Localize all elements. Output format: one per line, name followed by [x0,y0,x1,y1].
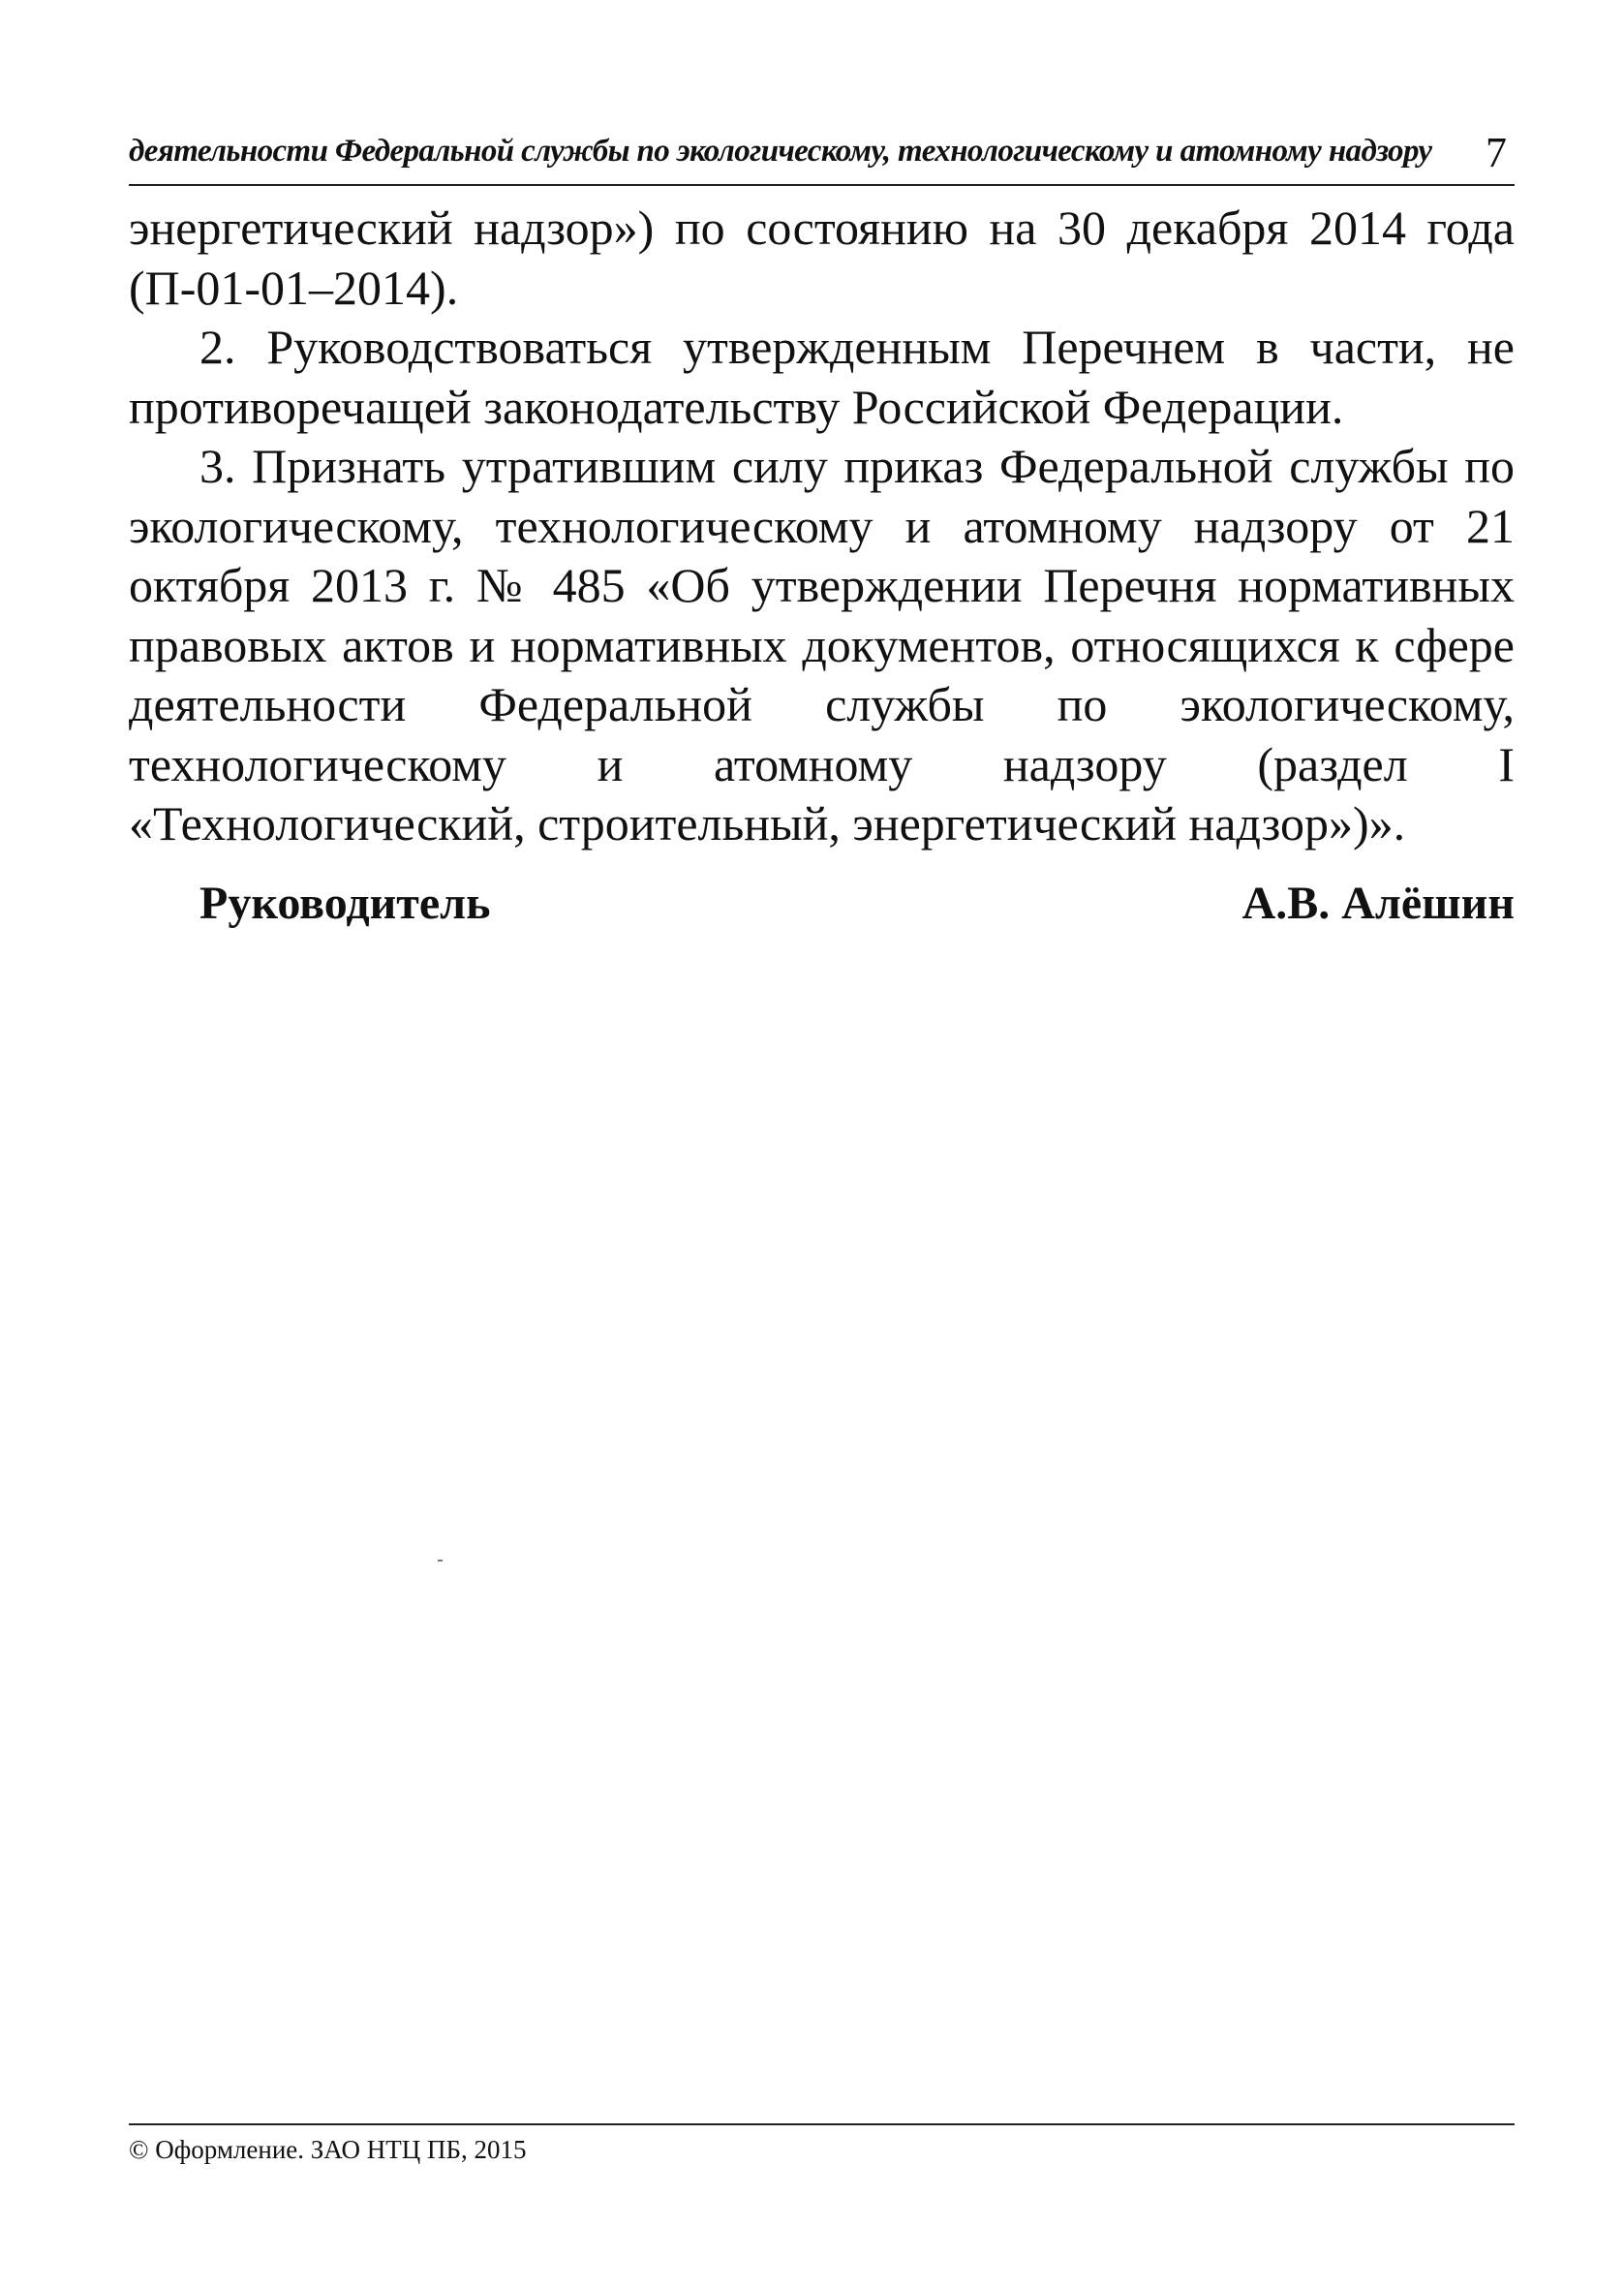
paragraph-item-2: 2. Руководствоваться утвержденным Перечнем в части, не противоречащей законодательству Российской Федерации. [129,320,1515,434]
footer [129,2123,1515,2165]
body-text [129,199,1515,854]
paragraph-item-3: 3. Признать утратившим силу приказ Федеральной службы по экологическому, технологическому и атомному надзору от 21 октября 2013 г. № 485 «Об утверждении Перечня нормативных правовых актов и нормативных документов, относящихся к сфере деятельности Федеральной службы по экологическому, технологическому и атомному надзору (раздел I «Технологический, строительный, энергетический надзор»)». [129,439,1515,851]
copyright-notice: © Оформление. ЗАО НТЦ ПБ, 2015 [129,2135,527,2164]
running-header [129,129,1515,186]
signatory-name: А.В. Алёшин [1241,878,1515,929]
signatory-role: Руководитель [199,878,491,929]
scan-speck [438,1560,443,1562]
page-number: 7 [1486,129,1507,176]
running-title: деятельности Федеральной службы по экологическому, технологическому и атомному надзору [129,134,1432,169]
paragraph-continuation: энергетический надзор») по состоянию на 30 декабря 2014 года (П-01-01–2014). [129,201,1515,315]
